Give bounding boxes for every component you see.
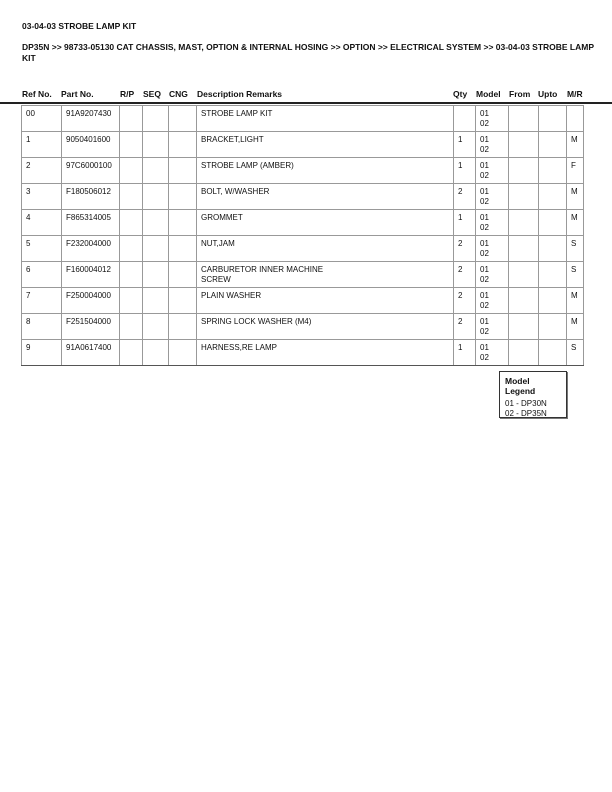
table-row <box>22 236 584 262</box>
cell-part: F251504000 <box>62 314 120 340</box>
cell-qty: 2 <box>454 288 476 314</box>
cell-model: 01 02 <box>476 314 509 340</box>
cell-model: 01 02 <box>476 184 509 210</box>
cell-seq <box>143 262 169 288</box>
column-header: CNG <box>169 89 188 99</box>
cell-rp <box>120 132 143 158</box>
cell-upto <box>539 340 567 366</box>
cell-mr: M <box>567 314 584 340</box>
column-header: From <box>509 89 531 99</box>
cell-seq <box>143 158 169 184</box>
cell-mr: M <box>567 184 584 210</box>
cell-mr: M <box>567 210 584 236</box>
cell-ref: 00 <box>22 106 62 132</box>
cell-from <box>509 340 539 366</box>
cell-cng <box>169 236 197 262</box>
cell-ref: 9 <box>22 340 62 366</box>
cell-mr: M <box>567 288 584 314</box>
cell-part: F865314005 <box>62 210 120 236</box>
cell-cng <box>169 184 197 210</box>
cell-from <box>509 210 539 236</box>
cell-desc: SPRING LOCK WASHER (M4) <box>197 314 454 340</box>
cell-upto <box>539 158 567 184</box>
cell-cng <box>169 210 197 236</box>
cell-cng <box>169 288 197 314</box>
cell-desc: PLAIN WASHER <box>197 288 454 314</box>
cell-from <box>509 184 539 210</box>
cell-qty: 1 <box>454 340 476 366</box>
cell-upto <box>539 210 567 236</box>
cell-ref: 8 <box>22 314 62 340</box>
table-row <box>22 132 584 158</box>
cell-part: F160004012 <box>62 262 120 288</box>
cell-rp <box>120 262 143 288</box>
cell-desc: NUT,JAM <box>197 236 454 262</box>
cell-from <box>509 236 539 262</box>
cell-ref: 3 <box>22 184 62 210</box>
cell-qty: 2 <box>454 314 476 340</box>
cell-desc: GROMMET <box>197 210 454 236</box>
cell-seq <box>143 132 169 158</box>
cell-rp <box>120 106 143 132</box>
cell-upto <box>539 236 567 262</box>
parts-table <box>21 105 584 366</box>
cell-cng <box>169 106 197 132</box>
column-header: R/P <box>120 89 135 99</box>
cell-mr: F <box>567 158 584 184</box>
table-row <box>22 106 584 132</box>
cell-mr: M <box>567 132 584 158</box>
column-header: Qty <box>453 89 468 99</box>
cell-model: 01 02 <box>476 236 509 262</box>
cell-mr: S <box>567 236 584 262</box>
cell-part: 9050401600 <box>62 132 120 158</box>
cell-ref: 6 <box>22 262 62 288</box>
table-row <box>22 340 584 366</box>
cell-seq <box>143 106 169 132</box>
cell-seq <box>143 210 169 236</box>
cell-model: 01 02 <box>476 132 509 158</box>
cell-from <box>509 314 539 340</box>
cell-rp <box>120 340 143 366</box>
cell-seq <box>143 184 169 210</box>
cell-upto <box>539 288 567 314</box>
column-header: M/R <box>567 89 583 99</box>
table-row <box>22 262 584 288</box>
cell-from <box>509 262 539 288</box>
cell-qty <box>454 106 476 132</box>
page-title: 03-04-03 STROBE LAMP KIT <box>22 21 137 31</box>
column-header: Part No. <box>61 89 94 99</box>
cell-seq <box>143 288 169 314</box>
cell-part: 97C6000100 <box>62 158 120 184</box>
cell-cng <box>169 132 197 158</box>
breadcrumb: DP35N >> 98733-05130 CAT CHASSIS, MAST, OPTION & INTERNAL HOSING >> OPTION >> ELECTRICAL SYSTEM >> 03-04-03 STROBE LAMP KIT <box>22 42 594 63</box>
cell-part: F232004000 <box>62 236 120 262</box>
column-header: Model <box>476 89 501 99</box>
cell-model: 01 02 <box>476 262 509 288</box>
cell-from <box>509 158 539 184</box>
model-legend-title: Model Legend <box>505 376 536 396</box>
cell-desc: BOLT, W/WASHER <box>197 184 454 210</box>
cell-rp <box>120 158 143 184</box>
cell-cng <box>169 158 197 184</box>
cell-desc: CARBURETOR INNER MACHINE SCREW <box>197 262 454 288</box>
cell-model: 01 02 <box>476 340 509 366</box>
cell-seq <box>143 236 169 262</box>
cell-rp <box>120 236 143 262</box>
cell-model: 01 02 <box>476 106 509 132</box>
cell-seq <box>143 340 169 366</box>
cell-upto <box>539 132 567 158</box>
header-divider <box>0 102 612 104</box>
cell-part: 91A0617400 <box>62 340 120 366</box>
cell-from <box>509 106 539 132</box>
cell-cng <box>169 340 197 366</box>
cell-model: 01 02 <box>476 210 509 236</box>
cell-upto <box>539 314 567 340</box>
cell-from <box>509 288 539 314</box>
cell-qty: 2 <box>454 262 476 288</box>
model-legend <box>499 371 567 418</box>
cell-qty: 1 <box>454 132 476 158</box>
column-header: Ref No. <box>22 89 52 99</box>
table-row <box>22 210 584 236</box>
cell-part: 91A9207430 <box>62 106 120 132</box>
cell-desc: BRACKET,LIGHT <box>197 132 454 158</box>
cell-rp <box>120 184 143 210</box>
cell-rp <box>120 210 143 236</box>
column-header: Description Remarks <box>197 89 283 99</box>
cell-mr <box>567 106 584 132</box>
table-row <box>22 314 584 340</box>
cell-upto <box>539 262 567 288</box>
cell-seq <box>143 314 169 340</box>
cell-qty: 1 <box>454 158 476 184</box>
cell-model: 01 02 <box>476 288 509 314</box>
cell-desc: STROBE LAMP (AMBER) <box>197 158 454 184</box>
cell-rp <box>120 314 143 340</box>
model-legend-item: 02 - DP35N <box>505 409 547 418</box>
cell-desc: HARNESS,RE LAMP <box>197 340 454 366</box>
cell-upto <box>539 106 567 132</box>
cell-ref: 7 <box>22 288 62 314</box>
cell-ref: 5 <box>22 236 62 262</box>
column-header: Upto <box>538 89 558 99</box>
cell-qty: 2 <box>454 236 476 262</box>
cell-rp <box>120 288 143 314</box>
cell-ref: 4 <box>22 210 62 236</box>
cell-qty: 2 <box>454 184 476 210</box>
cell-ref: 2 <box>22 158 62 184</box>
cell-part: F180506012 <box>62 184 120 210</box>
cell-upto <box>539 184 567 210</box>
cell-cng <box>169 262 197 288</box>
cell-ref: 1 <box>22 132 62 158</box>
column-header: SEQ <box>143 89 161 99</box>
table-row <box>22 158 584 184</box>
cell-model: 01 02 <box>476 158 509 184</box>
cell-part: F250004000 <box>62 288 120 314</box>
table-row <box>22 288 584 314</box>
model-legend-item: 01 - DP30N <box>505 399 547 408</box>
cell-mr: S <box>567 340 584 366</box>
cell-from <box>509 132 539 158</box>
cell-mr: S <box>567 262 584 288</box>
cell-cng <box>169 314 197 340</box>
table-row <box>22 184 584 210</box>
cell-desc: STROBE LAMP KIT <box>197 106 454 132</box>
cell-qty: 1 <box>454 210 476 236</box>
